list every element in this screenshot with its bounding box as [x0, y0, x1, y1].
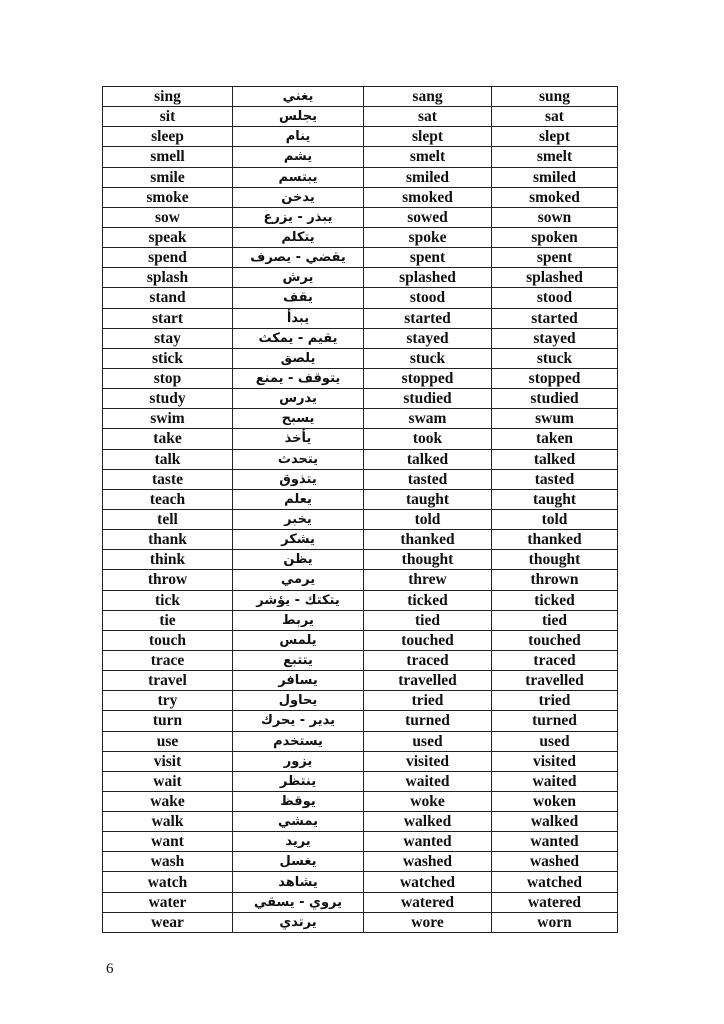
arabic-meaning-cell: يمشي: [233, 812, 364, 832]
arabic-meaning-cell: يرش: [233, 268, 364, 288]
arabic-meaning-cell: يقيم - يمكث: [233, 328, 364, 348]
arabic-meaning-cell: يأخذ: [233, 429, 364, 449]
table-row: [103, 731, 618, 751]
base-form-cell: teach: [103, 489, 233, 509]
table-row: [103, 409, 618, 429]
past-participle-cell: wanted: [492, 832, 618, 852]
table-row: [103, 248, 618, 268]
past-tense-cell: watered: [364, 892, 492, 912]
past-participle-cell: walked: [492, 812, 618, 832]
table-row: [103, 469, 618, 489]
past-tense-cell: studied: [364, 389, 492, 409]
base-form-cell: tie: [103, 610, 233, 630]
past-tense-cell: thanked: [364, 530, 492, 550]
table-row: [103, 489, 618, 509]
arabic-meaning-cell: يدخن: [233, 187, 364, 207]
arabic-meaning-cell: ينتظر: [233, 771, 364, 791]
past-participle-cell: ticked: [492, 590, 618, 610]
table-row: [103, 550, 618, 570]
table-row: [103, 791, 618, 811]
past-participle-cell: touched: [492, 630, 618, 650]
base-form-cell: stand: [103, 288, 233, 308]
base-form-cell: sow: [103, 207, 233, 227]
past-participle-cell: told: [492, 509, 618, 529]
past-tense-cell: watched: [364, 872, 492, 892]
past-participle-cell: started: [492, 308, 618, 328]
arabic-meaning-cell: يشكر: [233, 530, 364, 550]
table-row: [103, 368, 618, 388]
past-tense-cell: travelled: [364, 671, 492, 691]
arabic-meaning-cell: يوقظ: [233, 791, 364, 811]
past-participle-cell: stayed: [492, 328, 618, 348]
base-form-cell: visit: [103, 751, 233, 771]
past-tense-cell: tasted: [364, 469, 492, 489]
arabic-meaning-cell: يتذوق: [233, 469, 364, 489]
table-row: [103, 832, 618, 852]
past-participle-cell: tied: [492, 610, 618, 630]
past-tense-cell: smoked: [364, 187, 492, 207]
table-row: [103, 429, 618, 449]
base-form-cell: take: [103, 429, 233, 449]
past-participle-cell: spoken: [492, 227, 618, 247]
past-tense-cell: visited: [364, 751, 492, 771]
table-row: [103, 268, 618, 288]
past-participle-cell: stood: [492, 288, 618, 308]
past-tense-cell: touched: [364, 630, 492, 650]
table-row: [103, 107, 618, 127]
base-form-cell: speak: [103, 227, 233, 247]
past-participle-cell: traced: [492, 650, 618, 670]
table-row: [103, 530, 618, 550]
table-row: [103, 389, 618, 409]
table-row: [103, 167, 618, 187]
table-row: [103, 590, 618, 610]
base-form-cell: smell: [103, 147, 233, 167]
arabic-meaning-cell: يعلم: [233, 489, 364, 509]
past-tense-cell: woke: [364, 791, 492, 811]
table-row: [103, 449, 618, 469]
table-row: [103, 812, 618, 832]
base-form-cell: water: [103, 892, 233, 912]
past-tense-cell: wanted: [364, 832, 492, 852]
table-row: [103, 630, 618, 650]
past-participle-cell: travelled: [492, 671, 618, 691]
past-tense-cell: told: [364, 509, 492, 529]
base-form-cell: throw: [103, 570, 233, 590]
arabic-meaning-cell: يتحدث: [233, 449, 364, 469]
base-form-cell: think: [103, 550, 233, 570]
base-form-cell: smile: [103, 167, 233, 187]
past-participle-cell: swum: [492, 409, 618, 429]
base-form-cell: spend: [103, 248, 233, 268]
arabic-meaning-cell: يبذر - يزرع: [233, 207, 364, 227]
past-tense-cell: talked: [364, 449, 492, 469]
base-form-cell: tick: [103, 590, 233, 610]
base-form-cell: stick: [103, 348, 233, 368]
arabic-meaning-cell: يبتسم: [233, 167, 364, 187]
arabic-meaning-cell: يرتدي: [233, 912, 364, 932]
past-participle-cell: talked: [492, 449, 618, 469]
table-row: [103, 771, 618, 791]
past-tense-cell: stayed: [364, 328, 492, 348]
base-form-cell: taste: [103, 469, 233, 489]
table-row: [103, 912, 618, 932]
arabic-meaning-cell: يخبر: [233, 509, 364, 529]
table-row: [103, 711, 618, 731]
base-form-cell: splash: [103, 268, 233, 288]
table-row: [103, 892, 618, 912]
base-form-cell: travel: [103, 671, 233, 691]
past-participle-cell: smoked: [492, 187, 618, 207]
arabic-meaning-cell: يغني: [233, 87, 364, 107]
base-form-cell: wait: [103, 771, 233, 791]
past-participle-cell: slept: [492, 127, 618, 147]
past-tense-cell: splashed: [364, 268, 492, 288]
past-tense-cell: sat: [364, 107, 492, 127]
table-row: [103, 872, 618, 892]
past-tense-cell: ticked: [364, 590, 492, 610]
past-tense-cell: washed: [364, 852, 492, 872]
past-tense-cell: started: [364, 308, 492, 328]
base-form-cell: stop: [103, 368, 233, 388]
past-participle-cell: used: [492, 731, 618, 751]
table-row: [103, 852, 618, 872]
past-participle-cell: thought: [492, 550, 618, 570]
arabic-meaning-cell: يتكلم: [233, 227, 364, 247]
past-tense-cell: smiled: [364, 167, 492, 187]
base-form-cell: wash: [103, 852, 233, 872]
arabic-meaning-cell: يربط: [233, 610, 364, 630]
table-row: [103, 288, 618, 308]
past-participle-cell: waited: [492, 771, 618, 791]
past-tense-cell: used: [364, 731, 492, 751]
base-form-cell: try: [103, 691, 233, 711]
past-tense-cell: swam: [364, 409, 492, 429]
base-form-cell: stay: [103, 328, 233, 348]
arabic-meaning-cell: يلمس: [233, 630, 364, 650]
table-row: [103, 127, 618, 147]
base-form-cell: watch: [103, 872, 233, 892]
arabic-meaning-cell: يتوقف - يمنع: [233, 368, 364, 388]
base-form-cell: sing: [103, 87, 233, 107]
past-tense-cell: sowed: [364, 207, 492, 227]
arabic-meaning-cell: يتكتك - يؤشر: [233, 590, 364, 610]
base-form-cell: study: [103, 389, 233, 409]
table-row: [103, 308, 618, 328]
table-row: [103, 691, 618, 711]
base-form-cell: thank: [103, 530, 233, 550]
table-row: [103, 87, 618, 107]
past-tense-cell: stopped: [364, 368, 492, 388]
past-participle-cell: watered: [492, 892, 618, 912]
past-participle-cell: turned: [492, 711, 618, 731]
base-form-cell: use: [103, 731, 233, 751]
past-participle-cell: watched: [492, 872, 618, 892]
table-row: [103, 671, 618, 691]
past-participle-cell: visited: [492, 751, 618, 771]
arabic-meaning-cell: يشم: [233, 147, 364, 167]
table-row: [103, 610, 618, 630]
base-form-cell: tell: [103, 509, 233, 529]
arabic-meaning-cell: يلصق: [233, 348, 364, 368]
base-form-cell: walk: [103, 812, 233, 832]
base-form-cell: want: [103, 832, 233, 852]
past-tense-cell: traced: [364, 650, 492, 670]
past-tense-cell: smelt: [364, 147, 492, 167]
arabic-meaning-cell: يستخدم: [233, 731, 364, 751]
arabic-meaning-cell: يغسل: [233, 852, 364, 872]
past-tense-cell: tied: [364, 610, 492, 630]
table-row: [103, 147, 618, 167]
past-participle-cell: taught: [492, 489, 618, 509]
arabic-meaning-cell: يحاول: [233, 691, 364, 711]
base-form-cell: wake: [103, 791, 233, 811]
arabic-meaning-cell: يدير - يحرك: [233, 711, 364, 731]
arabic-meaning-cell: يسافر: [233, 671, 364, 691]
past-participle-cell: tried: [492, 691, 618, 711]
base-form-cell: sit: [103, 107, 233, 127]
past-tense-cell: thought: [364, 550, 492, 570]
past-tense-cell: took: [364, 429, 492, 449]
table-row: [103, 509, 618, 529]
arabic-meaning-cell: يتتبع: [233, 650, 364, 670]
table-row: [103, 650, 618, 670]
past-tense-cell: spent: [364, 248, 492, 268]
past-participle-cell: thanked: [492, 530, 618, 550]
past-tense-cell: threw: [364, 570, 492, 590]
past-participle-cell: tasted: [492, 469, 618, 489]
arabic-meaning-cell: ينام: [233, 127, 364, 147]
table-row: [103, 207, 618, 227]
table-row: [103, 328, 618, 348]
arabic-meaning-cell: يجلس: [233, 107, 364, 127]
past-tense-cell: sang: [364, 87, 492, 107]
past-tense-cell: wore: [364, 912, 492, 932]
table-row: [103, 187, 618, 207]
past-participle-cell: taken: [492, 429, 618, 449]
base-form-cell: trace: [103, 650, 233, 670]
past-participle-cell: sown: [492, 207, 618, 227]
base-form-cell: swim: [103, 409, 233, 429]
arabic-meaning-cell: يدرس: [233, 389, 364, 409]
past-participle-cell: sung: [492, 87, 618, 107]
arabic-meaning-cell: يرمي: [233, 570, 364, 590]
past-participle-cell: stopped: [492, 368, 618, 388]
arabic-meaning-cell: يشاهد: [233, 872, 364, 892]
past-participle-cell: studied: [492, 389, 618, 409]
past-tense-cell: turned: [364, 711, 492, 731]
arabic-meaning-cell: يروي - يسقي: [233, 892, 364, 912]
verb-table: [102, 86, 618, 933]
past-participle-cell: splashed: [492, 268, 618, 288]
past-tense-cell: taught: [364, 489, 492, 509]
past-tense-cell: waited: [364, 771, 492, 791]
arabic-meaning-cell: يبدأ: [233, 308, 364, 328]
table-row: [103, 348, 618, 368]
arabic-meaning-cell: يقف: [233, 288, 364, 308]
past-participle-cell: worn: [492, 912, 618, 932]
arabic-meaning-cell: يزور: [233, 751, 364, 771]
arabic-meaning-cell: يريد: [233, 832, 364, 852]
base-form-cell: touch: [103, 630, 233, 650]
table-row: [103, 227, 618, 247]
past-participle-cell: woken: [492, 791, 618, 811]
past-participle-cell: smelt: [492, 147, 618, 167]
base-form-cell: talk: [103, 449, 233, 469]
past-participle-cell: thrown: [492, 570, 618, 590]
past-tense-cell: slept: [364, 127, 492, 147]
past-tense-cell: spoke: [364, 227, 492, 247]
past-tense-cell: stood: [364, 288, 492, 308]
past-participle-cell: spent: [492, 248, 618, 268]
past-tense-cell: tried: [364, 691, 492, 711]
verb-table-body: [103, 87, 618, 933]
base-form-cell: sleep: [103, 127, 233, 147]
page-number: 6: [106, 961, 114, 977]
past-participle-cell: smiled: [492, 167, 618, 187]
past-participle-cell: washed: [492, 852, 618, 872]
base-form-cell: wear: [103, 912, 233, 932]
base-form-cell: turn: [103, 711, 233, 731]
past-tense-cell: stuck: [364, 348, 492, 368]
arabic-meaning-cell: يظن: [233, 550, 364, 570]
table-row: [103, 751, 618, 771]
base-form-cell: smoke: [103, 187, 233, 207]
base-form-cell: start: [103, 308, 233, 328]
past-participle-cell: sat: [492, 107, 618, 127]
past-tense-cell: walked: [364, 812, 492, 832]
past-participle-cell: stuck: [492, 348, 618, 368]
table-row: [103, 570, 618, 590]
arabic-meaning-cell: يقضي - يصرف: [233, 248, 364, 268]
arabic-meaning-cell: يسبح: [233, 409, 364, 429]
